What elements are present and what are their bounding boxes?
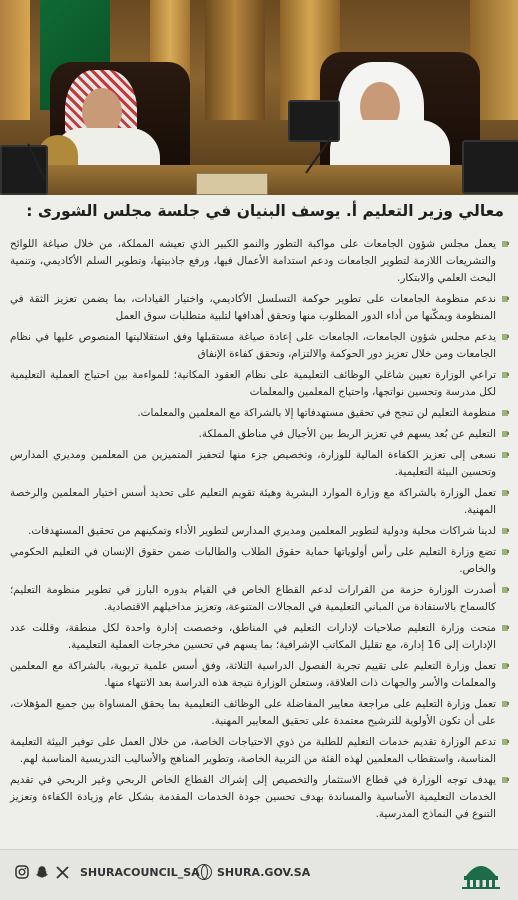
website-label: SHURA.GOV.SA <box>217 865 311 879</box>
statement-text: تعمل وزارة التعليم على مراجعة معايير المفاضلة على الوظائف التعليمية بما يحقق المساواة بين جميع المؤهلات، على أن تكون الأولوية للترشيح معتمدة على تحقيق المعايير المهنية. <box>10 698 496 727</box>
bullet-icon <box>502 701 508 707</box>
statement-item <box>10 658 508 692</box>
shura-logo <box>458 854 504 896</box>
website-link[interactable] <box>196 864 310 880</box>
bullet-icon <box>502 625 508 631</box>
statement-item <box>10 367 508 401</box>
statement-text: يعمل مجلس شؤون الجامعات على مواكبة التطور والنمو الكبير الذي تعيشه المملكة، من خلال صياغة اللوائح والتشريعات اللازمة لتطوير الجامعات ودعم استدامة الأعمال فيها، ورفع جاذبيتها، وتطوير السلم الأكاديمي، وتنمية البحث العلمي والابتكار. <box>10 238 496 284</box>
statement-item <box>10 696 508 730</box>
statement-text: نسعى إلى تعزيز الكفاءة المالية للوزارة، وتخصيص جزء منها لتحفيز المتميزين من المعلمين ومديري المدارس وتحسين البيئة التعليمية. <box>10 449 496 478</box>
footer <box>0 849 518 900</box>
bullet-icon <box>502 334 508 340</box>
globe-icon <box>196 864 212 880</box>
statement-text: تعمل الوزارة بالشراكة مع وزارة الموارد البشرية وهيئة تقويم التعليم على تحديد أسس اختيار المعلمين والرخصة المهنية. <box>10 487 496 516</box>
x-icon[interactable] <box>54 864 70 880</box>
bullet-icon <box>502 490 508 496</box>
statement-item <box>10 405 508 422</box>
statement-item <box>10 447 508 481</box>
social-links <box>14 864 200 880</box>
statement-item <box>10 544 508 578</box>
statement-item <box>10 236 508 287</box>
bullet-icon <box>502 663 508 669</box>
statement-text: تضع وزارة التعليم على رأس أولوياتها حماية حقوق الطلاب والطالبات ضمن حقوق الإنسان في التعليم الحكومي والخاص. <box>10 546 496 575</box>
statement-item <box>10 485 508 519</box>
statement-text: منحت وزارة التعليم صلاحيات لإدارات التعليم في المناطق، وخصصت إدارة واحدة لكل منطقة، وقللت عدد الإدارات إلى 16 إدارة، مع تقليل المكاتب الإشرافية؛ بما يسهم في تحسين مخرجات العملية التعليمية. <box>10 622 496 651</box>
statement-item <box>10 426 508 443</box>
bullet-icon <box>502 372 508 378</box>
statement-item <box>10 291 508 325</box>
statement-item <box>10 620 508 654</box>
statement-text: لدينا شراكات محلية ودولية لتطوير المعلمين ومديري المدارس لتطوير الأداء وتمكينهم من تحقيق المستهدفات. <box>28 525 496 537</box>
bullet-icon <box>502 777 508 783</box>
statement-item <box>10 772 508 823</box>
statement-text: منظومة التعليم لن تنجح في تحقيق مستهدفاتها إلا بالشراكة مع المعلمين والمعلمات. <box>137 407 496 419</box>
bullet-icon <box>502 296 508 302</box>
bullet-icon <box>502 431 508 437</box>
bullet-icon <box>502 587 508 593</box>
bullet-icon <box>502 410 508 416</box>
snapchat-icon[interactable] <box>34 864 50 880</box>
statement-text: تعمل وزارة التعليم على تقييم تجربة الفصول الدراسية الثلاثة، وفق أسس علمية تربوية، بالشراكة مع المعلمين والمعلمات والأسر والجهات ذات العلاقة، وستعلن الوزارة نتيجة هذه الدراسة بعد الانتهاء منها. <box>10 660 496 689</box>
statement-text: أصدرت الوزارة حزمة من القرارات لدعم القطاع الخاص في القيام بدوره البارز في تطوير منظومة التعليم؛ كالسماح بالاستفادة من المباني التعليمية في المجالات المتنوعة، وتعزيز مداخيلهم الاقتصادية. <box>10 584 496 613</box>
statement-item <box>10 523 508 540</box>
page-title: معالي وزير التعليم أ. يوسف البنيان في جلسة مجلس الشورى : <box>26 202 504 220</box>
wood-panel <box>205 0 265 120</box>
statement-text: تدعم الوزارة تقديم خدمات التعليم للطلبة من ذوي الاحتياجات الخاصة، من خلال العمل على توفير البيئة التعليمة المناسبة، واستقطاب المعلمين لهذه الفئة من التربية الخاصة، وتطوير المناهج والأساليب التدريسية المناسبة لهم. <box>10 736 496 765</box>
statement-list <box>10 236 508 827</box>
bullet-icon <box>502 739 508 745</box>
bullet-icon <box>502 241 508 247</box>
wood-panel <box>0 0 30 120</box>
statement-text: يدعم مجلس شؤون الجامعات، الجامعات على إعادة صياغة مستقبلها وفق استقلاليتها المنصوص عليها في نظام الجامعات ومن خلال تعزيز دور الحوكمة والالتزام، وتحقق كفاءة الإنفاق <box>10 331 496 360</box>
statement-text: يهدف توجه الوزارة في قطاع الاستثمار والتخصيص إلى إشراك القطاع الخاص الربحي وغير الربحي في تقديم الخدمات التعليمية الأساسية والمساندة بهدف تحسين جودة الخدمات المقدمة بشكل عام وزيادة الكفاءة وتعزيز التنوع في النماذج المدرسية. <box>10 774 496 820</box>
social-handle[interactable]: SHURACOUNCIL_SA <box>80 865 200 879</box>
bullet-icon <box>502 452 508 458</box>
name-plaque <box>196 173 268 195</box>
statement-text: التعليم عن بُعد يسهم في تعزيز الربط بين الأجيال في مناطق المملكة. <box>198 428 496 440</box>
header-photo <box>0 0 518 195</box>
monitor <box>462 140 518 194</box>
statement-text: ندعم منظومة الجامعات على تطوير حوكمة التسلسل الأكاديمي، واختيار القيادات، بما يضمن تعزيز الثقة في المنظومة ويمكّنها من أداء الدور المطلوب منها وتحقق أهدافها لتلبية متطلبات سوق العمل <box>10 293 496 322</box>
instagram-icon[interactable] <box>14 864 30 880</box>
statement-item <box>10 329 508 363</box>
bullet-icon <box>502 549 508 555</box>
statement-item <box>10 582 508 616</box>
statement-text: تراعي الوزارة تعيين شاغلي الوظائف التعليمية على نظام العقود المكانية؛ للمواءمة بين احتياج العملية التعليمية لكل مدرسة وتحسين نواتجها، واحتياج المعلمين والمعلمات <box>10 369 496 398</box>
bullet-icon <box>502 528 508 534</box>
statement-item <box>10 734 508 768</box>
